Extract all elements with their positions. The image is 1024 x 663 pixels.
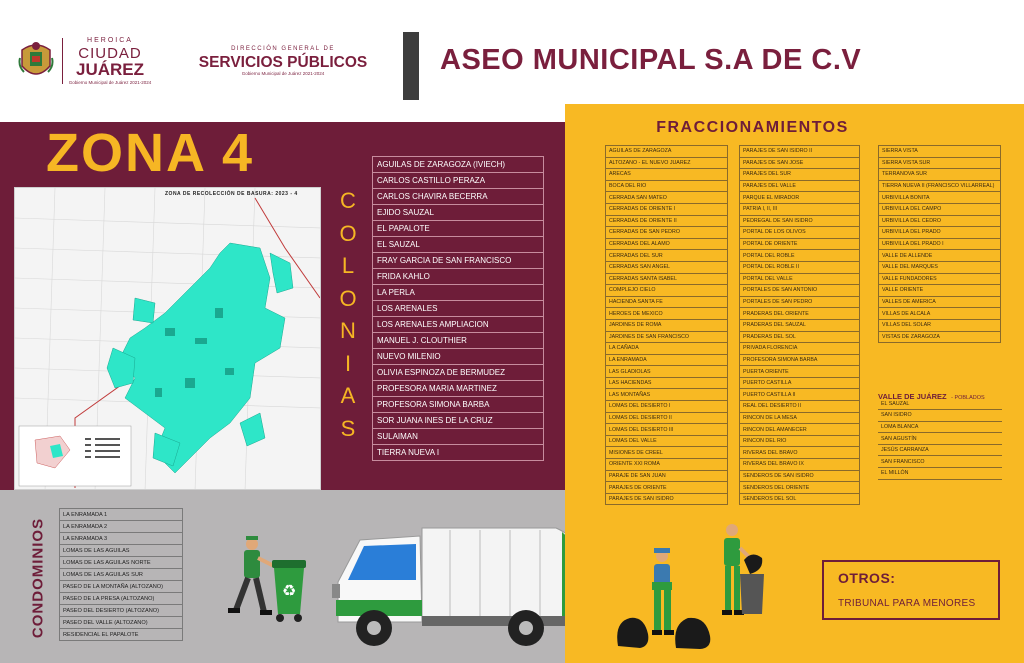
poblado-item: SAN AGUSTÍN — [878, 433, 1002, 445]
fraccionamiento-row — [606, 273, 728, 285]
condominio-item: LOMAS DE LAS AGUILAS — [60, 545, 183, 557]
fraccionamiento-row — [740, 169, 860, 181]
fraccionamiento-row — [740, 250, 860, 262]
fraccionamiento-row — [740, 482, 860, 494]
colonia-item: PROFESORA SIMONA BARBA — [373, 397, 544, 413]
fraccionamiento-row — [879, 273, 1001, 285]
fraccionamiento-item: VALLE FUNDADORES — [879, 273, 1001, 285]
colonia-row — [373, 269, 544, 285]
fraccionamiento-item: RIVERAS DEL BRAVO IX — [740, 459, 860, 471]
condominio-item: LA ENRAMADA 2 — [60, 521, 183, 533]
fraccionamiento-row — [740, 459, 860, 471]
fraccionamiento-item: URBIVILLA BONITA — [879, 192, 1001, 204]
condominio-item: PASEO DEL DESIERTO (ALTOZANO) — [60, 605, 183, 617]
otros-box — [822, 560, 1000, 620]
fraccionamiento-row — [740, 424, 860, 436]
condominio-row — [60, 605, 183, 617]
fraccionamiento-row — [606, 250, 728, 262]
fraccionamiento-row — [879, 308, 1001, 320]
fraccionamiento-item: VISTAS DE ZARAGOZA — [879, 331, 1001, 343]
fraccionamiento-item: URBIVILLA DEL PRADO I — [879, 238, 1001, 250]
fraccionamiento-item: PUERTA ORIENTE — [740, 366, 860, 378]
condominio-item: RESIDENCIAL EL PAPALOTE — [60, 629, 183, 641]
colonia-row — [373, 189, 544, 205]
poblado-row — [878, 410, 1002, 422]
colonias-letter: N — [340, 318, 356, 344]
fraccionamiento-row — [606, 424, 728, 436]
poblado-row — [878, 398, 1002, 410]
fraccionamiento-item: LOMAS DEL VALLE — [606, 435, 728, 447]
fraccionamiento-item: BOCA DEL RIO — [606, 180, 728, 192]
fraccionamiento-row — [879, 250, 1001, 262]
fraccionamiento-item: LOMAS DEL DESIERTO II — [606, 412, 728, 424]
fraccionamiento-row — [740, 238, 860, 250]
fraccionamiento-row — [606, 296, 728, 308]
fraccionamiento-row — [606, 482, 728, 494]
fraccionamiento-row — [879, 227, 1001, 239]
colonia-row — [373, 237, 544, 253]
fraccionamiento-row — [740, 180, 860, 192]
colonia-item: NUEVO MILENIO — [373, 349, 544, 365]
fraccionamiento-item: PRIVADA FLORENCIA — [740, 343, 860, 355]
fraccionamiento-row — [740, 401, 860, 413]
fraccionamiento-row — [740, 215, 860, 227]
map-drawing — [15, 188, 321, 490]
fraccionamiento-item: LAS MONTAÑAS — [606, 389, 728, 401]
fraccionamiento-item: PORTAL DEL ROBLE — [740, 250, 860, 262]
fraccionamiento-row — [740, 343, 860, 355]
zone-map — [14, 187, 321, 490]
fraccionamiento-item: LA ENRAMADA — [606, 354, 728, 366]
colonia-row — [373, 397, 544, 413]
fraccionamiento-item: URBIVILLA DEL PRADO — [879, 227, 1001, 239]
fraccionamiento-item: VALLE ORIENTE — [879, 285, 1001, 297]
fraccionamiento-row — [879, 319, 1001, 331]
garbage-truck-illustration — [330, 522, 592, 650]
condominio-row — [60, 533, 183, 545]
fraccionamiento-row — [740, 470, 860, 482]
fraccionamiento-item: CERRADAS SANTA ISABEL — [606, 273, 728, 285]
colonia-row — [373, 333, 544, 349]
fraccionamiento-row — [879, 215, 1001, 227]
fraccionamiento-row — [879, 331, 1001, 343]
poblado-row — [878, 433, 1002, 445]
colonia-item: EL PAPALOTE — [373, 221, 544, 237]
worker-with-can-illustration — [714, 520, 770, 620]
condominio-row — [60, 581, 183, 593]
colonia-item: LOS ARENALES AMPLIACION — [373, 317, 544, 333]
colonia-item: LOS ARENALES — [373, 301, 544, 317]
fraccionamiento-item: ARECAS — [606, 169, 728, 181]
poblado-item: JESÚS CARRANZA — [878, 444, 1002, 456]
condominio-row — [60, 617, 183, 629]
otros-title: OTROS: — [838, 570, 896, 586]
colonia-item: EJIDO SAUZAL — [373, 205, 544, 221]
poblado-row — [878, 468, 1002, 480]
fraccionamiento-row — [740, 273, 860, 285]
header — [0, 0, 1024, 118]
fraccionamiento-row — [879, 146, 1001, 158]
poblado-item: EL MILLÓN — [878, 468, 1002, 480]
fraccionamiento-item: PARAJES DEL SUR — [740, 169, 860, 181]
fraccionamientos-list-col1 — [605, 145, 728, 505]
fraccionamiento-row — [879, 203, 1001, 215]
poblado-item: SAN FRANCISCO — [878, 456, 1002, 468]
fraccionamiento-row — [879, 296, 1001, 308]
colonia-row — [373, 285, 544, 301]
fraccionamiento-row — [606, 319, 728, 331]
fraccionamiento-item: RIVERAS DEL BRAVO — [740, 447, 860, 459]
fraccionamiento-row — [879, 261, 1001, 273]
fraccionamiento-row — [606, 354, 728, 366]
poblado-item: EL SAUZAL — [878, 398, 1002, 410]
fraccionamiento-row — [740, 285, 860, 297]
fraccionamiento-item: PARQUE EL MIRADOR — [740, 192, 860, 204]
fraccionamiento-item: URBIVILLA DEL CAMPO — [879, 203, 1001, 215]
colonia-row — [373, 157, 544, 173]
colonia-row — [373, 413, 544, 429]
condominio-row — [60, 545, 183, 557]
worker-with-bin-illustration — [214, 532, 314, 626]
colonia-item: AGUILAS DE ZARAGOZA (IVIECH) — [373, 157, 544, 173]
fraccionamiento-item: ORIENTE XXI ROMA — [606, 459, 728, 471]
fraccionamiento-row — [606, 331, 728, 343]
fraccionamiento-item: PRADERAS DEL SOL — [740, 331, 860, 343]
fraccionamiento-row — [740, 261, 860, 273]
fraccionamiento-row — [606, 180, 728, 192]
colonias-letter: O — [339, 285, 357, 311]
fraccionamiento-row — [606, 146, 728, 158]
condominio-item: PASEO DEL VALLE (ALTOZANO) — [60, 617, 183, 629]
condominio-item: LOMAS DE LAS AGUILAS NORTE — [60, 557, 183, 569]
city-seal-icon — [18, 36, 54, 84]
fraccionamiento-item: AGUILAS DE ZARAGOZA — [606, 146, 728, 158]
condominio-row — [60, 521, 183, 533]
svg-text:♻: ♻ — [281, 581, 297, 600]
otros-item: TRIBUNAL PARA MENORES — [838, 598, 976, 609]
condominios-list — [59, 508, 183, 641]
logo-juarez-text: JUÁREZ — [75, 60, 144, 79]
fraccionamiento-item: PORTAL DEL ROBLE II — [740, 261, 860, 273]
fraccionamiento-row — [606, 285, 728, 297]
fraccionamientos-list-col3 — [878, 145, 1001, 343]
fraccionamiento-row — [740, 377, 860, 389]
condominios-label — [26, 508, 50, 648]
condominio-item: LA ENRAMADA 3 — [60, 533, 183, 545]
fraccionamiento-row — [740, 366, 860, 378]
servicios-gobierno-text: Gobierno Municipal de Juárez 2021-2024 — [241, 71, 325, 76]
fraccionamiento-row — [606, 308, 728, 320]
fraccionamiento-item: LOMAS DEL DESIERTO III — [606, 424, 728, 436]
fraccionamiento-row — [606, 157, 728, 169]
colonia-item: PROFESORA MARIA MARTINEZ — [373, 381, 544, 397]
fraccionamiento-item: HEROES DE MEXICO — [606, 308, 728, 320]
condominio-row — [60, 557, 183, 569]
fraccionamiento-row — [740, 354, 860, 366]
header-divider-bar — [403, 32, 419, 100]
fraccionamiento-item: PARAJES DEL VALLE — [740, 180, 860, 192]
fraccionamiento-item: VALLE DE ALLENDE — [879, 250, 1001, 262]
fraccionamiento-row — [606, 459, 728, 471]
fraccionamiento-row — [606, 493, 728, 505]
fraccionamiento-item: LAS GLADIOLAS — [606, 366, 728, 378]
logo-gobierno-text: Gobierno Municipal de Juárez 2021-2024 — [68, 80, 152, 85]
poblado-item: LOMA BLANCA — [878, 421, 1002, 433]
fraccionamiento-item: PATRIA I, II, III — [740, 203, 860, 215]
fraccionamiento-row — [740, 331, 860, 343]
fraccionamiento-row — [606, 343, 728, 355]
condominio-row — [60, 509, 183, 521]
fraccionamiento-item: CERRADAS DEL SUR — [606, 250, 728, 262]
poblado-item: SAN ISIDRO — [878, 410, 1002, 422]
fraccionamiento-item: SIERRA VISTA SUR — [879, 157, 1001, 169]
fraccionamiento-item: CERRADAS DE ORIENTE I — [606, 203, 728, 215]
colonia-item: TIERRA NUEVA I — [373, 445, 544, 461]
condominio-item: PASEO DE LA MONTAÑA (ALTOZANO) — [60, 581, 183, 593]
colonia-item: SOR JUANA INES DE LA CRUZ — [373, 413, 544, 429]
colonia-item: LA PERLA — [373, 285, 544, 301]
fraccionamiento-item: MISIONES DE CREEL — [606, 447, 728, 459]
colonia-row — [373, 317, 544, 333]
fraccionamiento-row — [606, 401, 728, 413]
fraccionamiento-item: TIERRA NUEVA II (FRANCISCO VILLARREAL) — [879, 180, 1001, 192]
fraccionamiento-item: PORTALES DE SAN ANTONIO — [740, 285, 860, 297]
colonia-row — [373, 445, 544, 461]
colonia-row — [373, 429, 544, 445]
fraccionamiento-row — [740, 412, 860, 424]
page-title: ASEO MUNICIPAL S.A DE C.V — [440, 44, 862, 76]
fraccionamiento-row — [606, 169, 728, 181]
fraccionamiento-item: PUERTO CASTILLA II — [740, 389, 860, 401]
fraccionamiento-row — [606, 215, 728, 227]
fraccionamiento-row — [606, 377, 728, 389]
condominio-item: LA ENRAMADA 1 — [60, 509, 183, 521]
fraccionamientos-list-col2 — [739, 145, 860, 505]
fraccionamiento-row — [606, 192, 728, 204]
fraccionamiento-row — [740, 203, 860, 215]
condominio-item: LOMAS DE LAS AGUILAS SUR — [60, 569, 183, 581]
fraccionamiento-row — [606, 261, 728, 273]
fraccionamiento-item: PROFESORA SIMONA BARBA — [740, 354, 860, 366]
fraccionamiento-item: JARDINES DE SAN FRANCISCO — [606, 331, 728, 343]
fraccionamiento-item: CERRADAS DEL ALAMO — [606, 238, 728, 250]
fraccionamiento-item: SENDEROS DEL SOL — [740, 493, 860, 505]
condominios-label-text: CONDOMINIOS — [29, 517, 47, 639]
fraccionamiento-row — [740, 493, 860, 505]
fraccionamiento-item: PARAJES DE SAN ISIDRO — [606, 493, 728, 505]
fraccionamiento-row — [879, 157, 1001, 169]
colonias-letter: C — [340, 188, 356, 213]
fraccionamiento-item: SENDEROS DEL ORIENTE — [740, 482, 860, 494]
colonia-row — [373, 349, 544, 365]
fraccionamiento-row — [740, 157, 860, 169]
fraccionamiento-row — [879, 192, 1001, 204]
fraccionamiento-row — [740, 447, 860, 459]
logo-heroica-text: HEROICA — [87, 37, 133, 44]
fraccionamiento-row — [606, 447, 728, 459]
poblado-row — [878, 456, 1002, 468]
colonias-letter: L — [341, 253, 355, 279]
fraccionamiento-item: JARDINES DE ROMA — [606, 319, 728, 331]
condominio-item: PASEO DE LA PRESA (ALTOZANO) — [60, 593, 183, 605]
colonia-row — [373, 301, 544, 317]
fraccionamiento-item: PORTAL DE LOS OLIVOS — [740, 227, 860, 239]
fraccionamiento-row — [606, 366, 728, 378]
fraccionamiento-row — [740, 319, 860, 331]
fraccionamiento-item: CERRADAS DE ORIENTE II — [606, 215, 728, 227]
fraccionamiento-item: VILLAS DE ALCALA — [879, 308, 1001, 320]
colonia-item: SULAIMAN — [373, 429, 544, 445]
fraccionamiento-item: PRADERAS DEL ORIENTE — [740, 308, 860, 320]
fraccionamiento-row — [740, 308, 860, 320]
fraccionamiento-item: LAS HACIENDAS — [606, 377, 728, 389]
fraccionamientos-title: FRACCIONAMIENTOS — [656, 119, 849, 136]
colonia-item: OLIVIA ESPINOZA DE BERMUDEZ — [373, 365, 544, 381]
colonias-label — [336, 190, 360, 440]
fraccionamiento-item: VALLES DE AMERICA — [879, 296, 1001, 308]
fraccionamiento-item: HACIENDA SANTA FE — [606, 296, 728, 308]
fraccionamiento-row — [740, 146, 860, 158]
fraccionamiento-item: COMPLEJO CIELO — [606, 285, 728, 297]
colonias-letter: S — [340, 415, 356, 441]
fraccionamiento-item: LA CAÑADA — [606, 343, 728, 355]
fraccionamiento-item: RINCON DE LA MESA — [740, 412, 860, 424]
fraccionamiento-row — [740, 296, 860, 308]
fraccionamiento-row — [740, 435, 860, 447]
condominio-row — [60, 569, 183, 581]
colonia-row — [373, 221, 544, 237]
fraccionamiento-row — [879, 180, 1001, 192]
colonias-letter: A — [340, 383, 356, 409]
fraccionamiento-item: PORTALES DE SAN PEDRO — [740, 296, 860, 308]
fraccionamiento-row — [740, 227, 860, 239]
fraccionamiento-item: PEDREGAL DE SAN ISIDRO — [740, 215, 860, 227]
colonia-item: MANUEL J. CLOUTHIER — [373, 333, 544, 349]
poblado-row — [878, 421, 1002, 433]
map-title: ZONA DE RECOLECCIÓN DE BASURA: 2023 - 4 — [165, 191, 298, 197]
fraccionamiento-row — [606, 435, 728, 447]
fraccionamiento-item: ALTOZANO - EL NUEVO JUAREZ — [606, 157, 728, 169]
colonias-list — [372, 156, 544, 461]
valle-juarez-title: VALLE DE JUÁREZ — [878, 392, 947, 401]
colonias-letter: I — [344, 350, 352, 376]
colonia-row — [373, 205, 544, 221]
condominio-row — [60, 629, 183, 641]
servicios-direccion-text: DIRECCIÓN GENERAL DE — [231, 46, 335, 52]
colonia-item: FRAY GARCIA DE SAN FRANCISCO — [373, 253, 544, 269]
fraccionamiento-item: URBIVILLA DEL CEDRO — [879, 215, 1001, 227]
fraccionamiento-row — [606, 227, 728, 239]
fraccionamiento-item: SENDEROS DE SAN ISIDRO — [740, 470, 860, 482]
fraccionamiento-row — [879, 238, 1001, 250]
fraccionamiento-row — [740, 389, 860, 401]
fraccionamiento-item: PARAJE DE SAN JUAN — [606, 470, 728, 482]
servicios-title: SERVICIOS PÚBLICOS — [198, 54, 368, 71]
colonia-item: EL SAUZAL — [373, 237, 544, 253]
valle-juarez-subtitle: - POBLADOS — [951, 395, 985, 401]
fraccionamiento-item: CERRADA SAN MATEO — [606, 192, 728, 204]
condominio-row — [60, 593, 183, 605]
colonia-row — [373, 173, 544, 189]
valle-juarez-list — [878, 398, 1002, 480]
fraccionamiento-item: VALLE DEL MARQUES — [879, 261, 1001, 273]
colonias-letter: O — [339, 220, 357, 246]
poblado-row — [878, 444, 1002, 456]
fraccionamiento-row — [606, 203, 728, 215]
logo-divider — [62, 38, 63, 84]
fraccionamiento-row — [606, 238, 728, 250]
zona-title: ZONA 4 — [46, 123, 255, 183]
fraccionamiento-item: PORTAL DEL VALLE — [740, 273, 860, 285]
fraccionamiento-item: PARAJES DE SAN ISIDRO II — [740, 146, 860, 158]
fraccionamiento-item: REAL DEL DESIERTO II — [740, 401, 860, 413]
fraccionamiento-row — [879, 285, 1001, 297]
fraccionamiento-item: CERRADAS DE SAN PEDRO — [606, 227, 728, 239]
fraccionamiento-row — [740, 192, 860, 204]
fraccionamiento-item: TERRANOVA SUR — [879, 169, 1001, 181]
logo-ciudad-text: CIUDAD — [78, 45, 142, 62]
fraccionamiento-item: LOMAS DEL DESIERTO I — [606, 401, 728, 413]
colonia-row — [373, 381, 544, 397]
fraccionamiento-row — [606, 389, 728, 401]
fraccionamiento-item: PORTAL DE ORIENTE — [740, 238, 860, 250]
fraccionamiento-item: RINCON DEL AMANECER — [740, 424, 860, 436]
colonia-item: CARLOS CASTILLO PERAZA — [373, 173, 544, 189]
fraccionamiento-item: CERRADAS SAN ANGEL — [606, 261, 728, 273]
fraccionamiento-item: PRADERAS DEL SAUZAL — [740, 319, 860, 331]
fraccionamiento-row — [606, 412, 728, 424]
colonia-row — [373, 253, 544, 269]
fraccionamiento-item: RINCON DEL RIO — [740, 435, 860, 447]
colonia-row — [373, 365, 544, 381]
fraccionamiento-item: VILLAS DEL SOLAR — [879, 319, 1001, 331]
fraccionamiento-item: PARAJES DE ORIENTE — [606, 482, 728, 494]
colonia-item: FRIDA KAHLO — [373, 269, 544, 285]
fraccionamiento-item: PUERTO CASTILLA — [740, 377, 860, 389]
fraccionamiento-row — [879, 169, 1001, 181]
worker-with-bags-illustration — [614, 546, 718, 650]
fraccionamiento-row — [606, 470, 728, 482]
colonia-item: CARLOS CHAVIRA BECERRA — [373, 189, 544, 205]
fraccionamiento-item: PARAJES DE SAN JOSE — [740, 157, 860, 169]
fraccionamiento-item: SIERRA VISTA — [879, 146, 1001, 158]
